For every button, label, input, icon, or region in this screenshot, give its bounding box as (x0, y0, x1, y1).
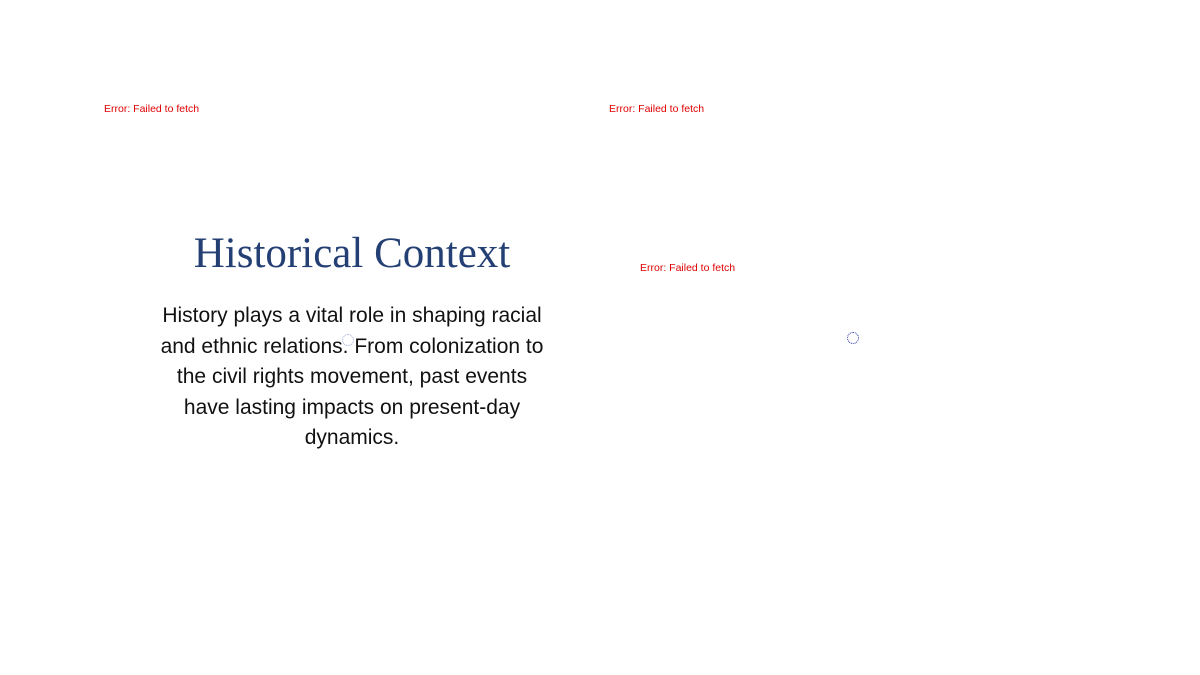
right-panel (600, 0, 1200, 675)
error-message-middle: Error: Failed to fetch (640, 262, 736, 274)
error-message-top: Error: Failed to fetch (609, 103, 705, 115)
error-message: Error: Failed to fetch (104, 103, 200, 115)
slide-body-text: History plays a vital role in shaping racial and ethnic relations. From colonization to the civil rights movement, past events have lasting impacts on present-day dynamics. (160, 304, 544, 450)
slide-title: Historical Context (193, 230, 511, 277)
loading-spinner-icon (342, 334, 354, 346)
loading-spinner-icon (847, 332, 859, 344)
